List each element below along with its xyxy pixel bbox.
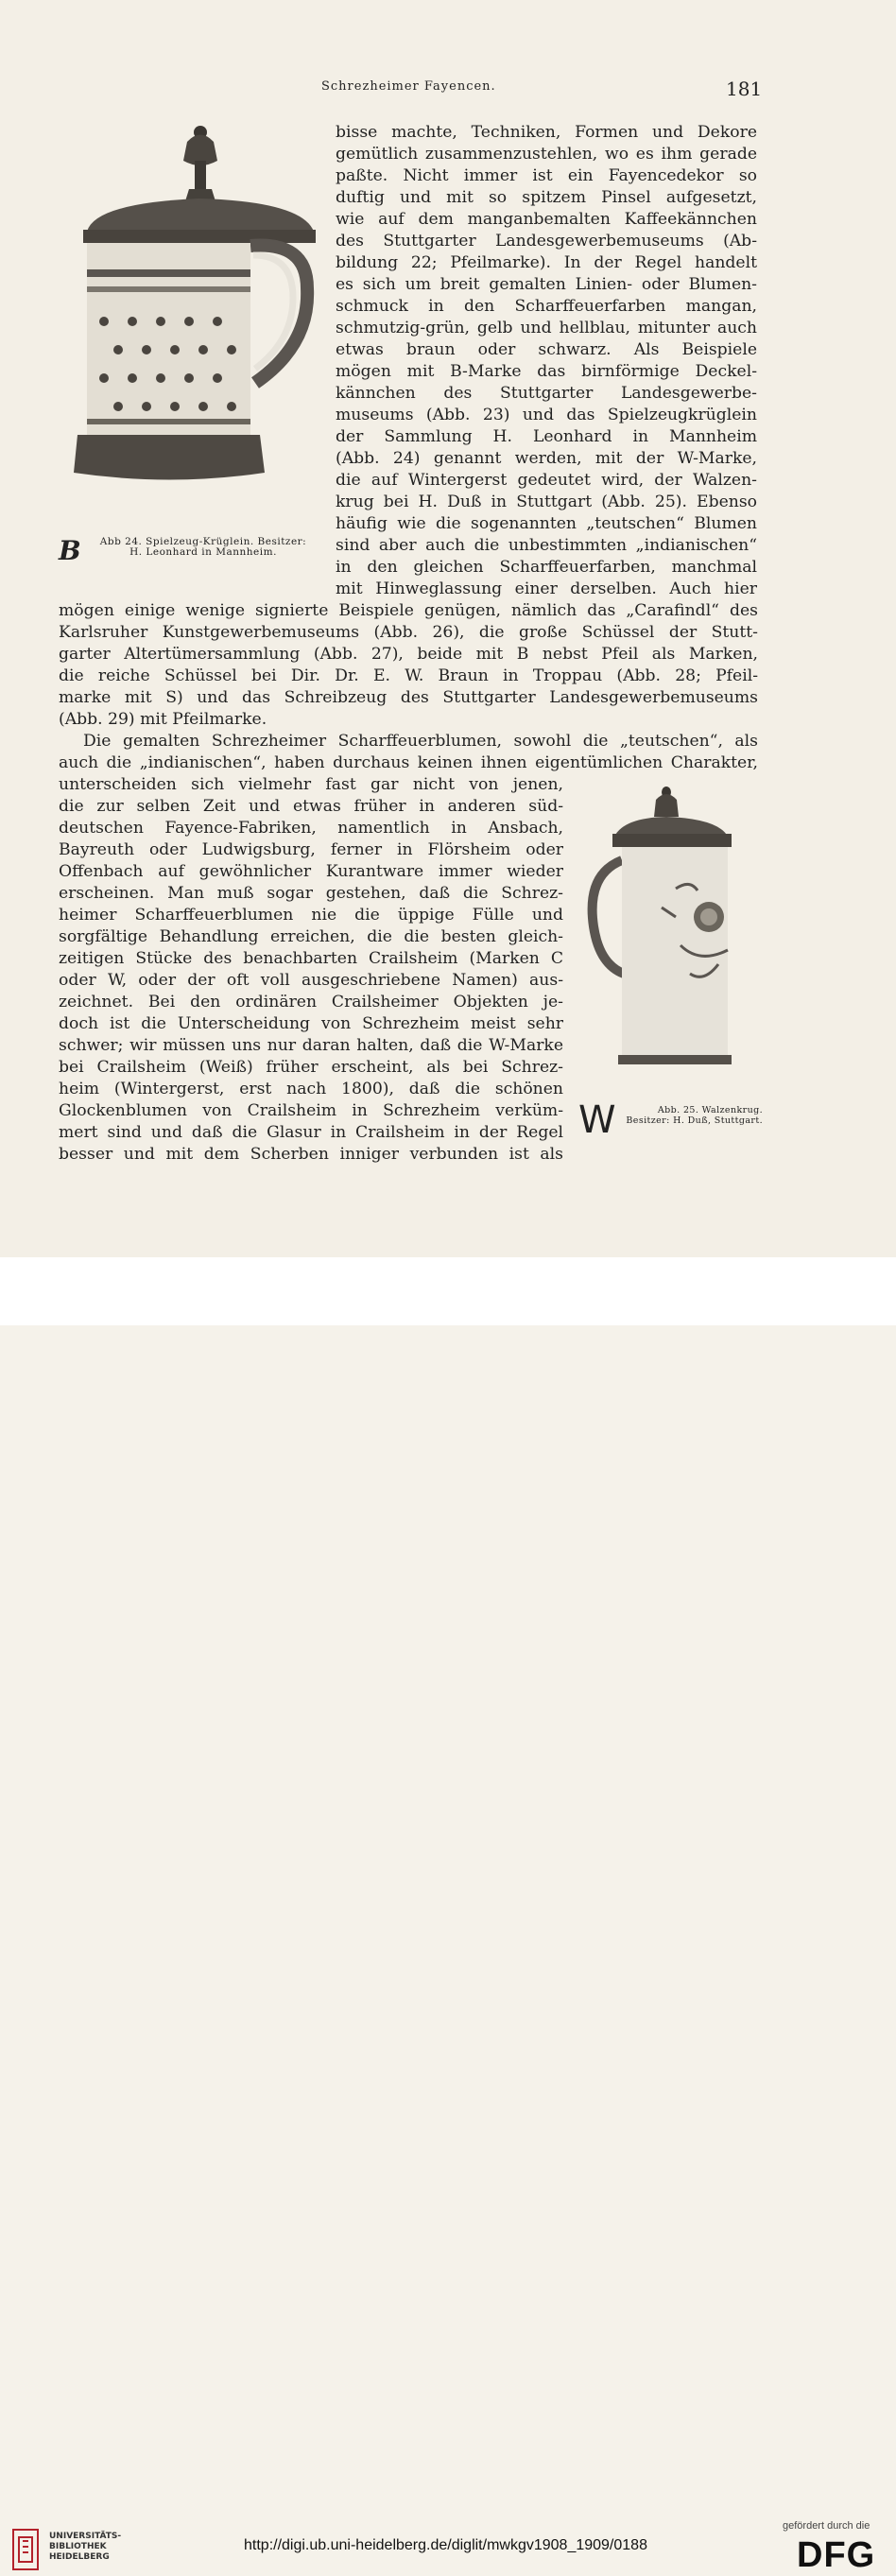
text-line: es sich um breit gemalten Linien- oder Blumen-	[336, 275, 757, 294]
text-line: Offenbach auf gewöhnlicher Kurantware immer wieder	[59, 862, 563, 881]
document-url[interactable]: http://digi.ub.uni-heidelberg.de/diglit/mwkgv1908_1909/0188	[244, 2537, 647, 2553]
text-line: die reiche Schüssel bei Dir. Dr. E. W. Braun in Troppau (Abb. 28; Pfeil-	[59, 666, 758, 685]
text-line: erscheinen. Man muß sogar gestehen, daß die Schrez-	[59, 884, 563, 903]
figure-caption-25: Abb. 25. Walzenkrug. Besitzer: H. Duß, Stuttgart.	[626, 1105, 763, 1126]
text-line: sind aber auch die unbestimmten „indianischen“	[336, 536, 757, 555]
text-line: schwer; wir müssen uns nur daran halten, daß die W-Marke	[59, 1036, 563, 1055]
text-line: wie auf dem manganbemalten Kaffeekännchen	[336, 210, 757, 229]
dfg-logo[interactable]: DFG	[797, 2535, 876, 2575]
text-line: mert sind und daß die Glasur in Crailsheim in der Regel	[59, 1123, 563, 1142]
text-line: garter Altertümersammlung (Abb. 27), beide mit B nebst Pfeil als Marken,	[59, 645, 758, 664]
text-line: bisse machte, Techniken, Formen und Dekore	[336, 123, 757, 142]
ub-heidelberg-logo-icon	[11, 2528, 40, 2571]
text-line: in den gleichen Scharffeuerfarben, manchmal	[336, 558, 757, 577]
text-line: oder W, oder der oft voll ausgeschriebene Namen) aus-	[59, 971, 563, 990]
text-line: bildung 22; Pfeilmarke). In der Regel handelt	[336, 253, 757, 272]
text-line: duftig und mit so spitzem Pinsel aufgesetzt,	[336, 188, 757, 207]
text-line: krug bei H. Duß in Stuttgart (Abb. 25). Ebenso	[336, 493, 757, 511]
text-line: schmuck in den Scharffeuerfarben mangan,	[336, 297, 757, 316]
viewer-footer	[0, 1257, 896, 2575]
text-line: deutschen Fayence-Fabriken, namentlich in Ansbach,	[59, 819, 563, 838]
text-line: (Abb. 29) mit Pfeilmarke.	[59, 710, 267, 729]
text-line: paßte. Nicht immer ist ein Fayencedekor so	[336, 166, 757, 185]
text-line: mögen einige wenige signierte Beispiele genügen, nämlich das „Carafindl“ des	[59, 601, 758, 620]
book-page	[0, 0, 896, 1257]
text-line: bei Crailsheim (Weiß) früher erscheint, als bei Schrez-	[59, 1058, 563, 1077]
text-line: zeitigen Stücke des benachbarten Crailsheim (Marken C	[59, 949, 563, 968]
text-line: Karlsruher Kunstgewerbemuseums (Abb. 26), die große Schüssel der Stutt-	[59, 623, 758, 642]
text-line: gemütlich zusammenzustehlen, wo es ihm gerade	[336, 145, 757, 164]
text-line: heim (Wintergerst, erst nach 1800), daß die schönen	[59, 1080, 563, 1098]
text-line: die auf Wintergerst gedeutet wird, der Walzen-	[336, 471, 757, 490]
text-line: marke mit S) und das Schreibzeug des Stuttgarter Landesgewerbemuseums	[59, 688, 758, 707]
text-line: schmutzig-grün, gelb und hellblau, mitunter auch	[336, 319, 757, 337]
text-line: Glockenblumen von Crailsheim in Schrezheim verküm-	[59, 1101, 563, 1120]
text-line: mögen mit B-Marke das birnförmige Deckel-	[336, 362, 757, 381]
text-line: (Abb. 24) genannt werden, mit der W-Marke,	[336, 449, 757, 468]
text-line: doch ist die Unterscheidung von Schrezheim meist sehr	[59, 1014, 563, 1033]
text-line: unterscheiden sich vielmehr fast gar nicht von jenen,	[59, 775, 563, 794]
page-number: 181	[726, 78, 763, 100]
text-line: museums (Abb. 23) und das Spielzeugkrüglein	[336, 406, 757, 424]
figure-caption-24: Abb 24. Spielzeug-Krüglein. Besitzer: H. Leonhard in Mannheim.	[99, 536, 307, 558]
text-line: häufig wie die sogenannten „teutschen“ Blumen	[336, 514, 757, 533]
text-line: zeichnet. Bei den ordinären Crailsheimer Objekten je-	[59, 993, 563, 1011]
text-line: heimer Scharffeuerblumen nie die üppige Fülle und	[59, 906, 563, 925]
text-line: besser und mit dem Scherben inniger verbunden ist als	[59, 1145, 563, 1164]
library-name-line: UNIVERSITÄTS-	[49, 2532, 122, 2541]
text-line: auch die „indianischen“, haben durchaus keinen ihnen eigentümlichen Charakter,	[59, 753, 758, 772]
library-name-line: BIBLIOTHEK	[49, 2542, 107, 2551]
text-line: Bayreuth oder Ludwigsburg, ferner in Flörsheim oder	[59, 840, 563, 859]
text-line: etwas braun oder schwarz. Als Beispiele	[336, 340, 757, 359]
text-line: sorgfältige Behandlung erreichen, die die besten gleich-	[59, 927, 563, 946]
text-line: mit Hinweglassung einer derselben. Auch hier	[336, 579, 757, 598]
text-line: des Stuttgarter Landesgewerbemuseums (Ab-	[336, 232, 757, 251]
text-line: der Sammlung H. Leonhard in Mannheim	[336, 427, 757, 446]
running-title: Schrezheimer Fayencen.	[321, 79, 496, 94]
figure-walzenkrug	[586, 785, 775, 1087]
library-name	[49, 2532, 121, 2563]
library-name-line: HEIDELBERG	[49, 2552, 110, 2562]
text-line: Die gemalten Schrezheimer Scharffeuerblumen, sowohl die „teutschen“, als	[83, 732, 758, 751]
funding-text: gefördert durch die	[783, 2520, 870, 2532]
w-mark: W	[578, 1098, 601, 1142]
b-mark: B	[59, 535, 81, 566]
text-line: kännchen des Stuttgarter Landesgewerbe-	[336, 384, 757, 403]
text-line: die zur selben Zeit und etwas früher in anderen süd-	[59, 797, 563, 816]
figure-spielzeug-krueglein	[66, 118, 321, 525]
